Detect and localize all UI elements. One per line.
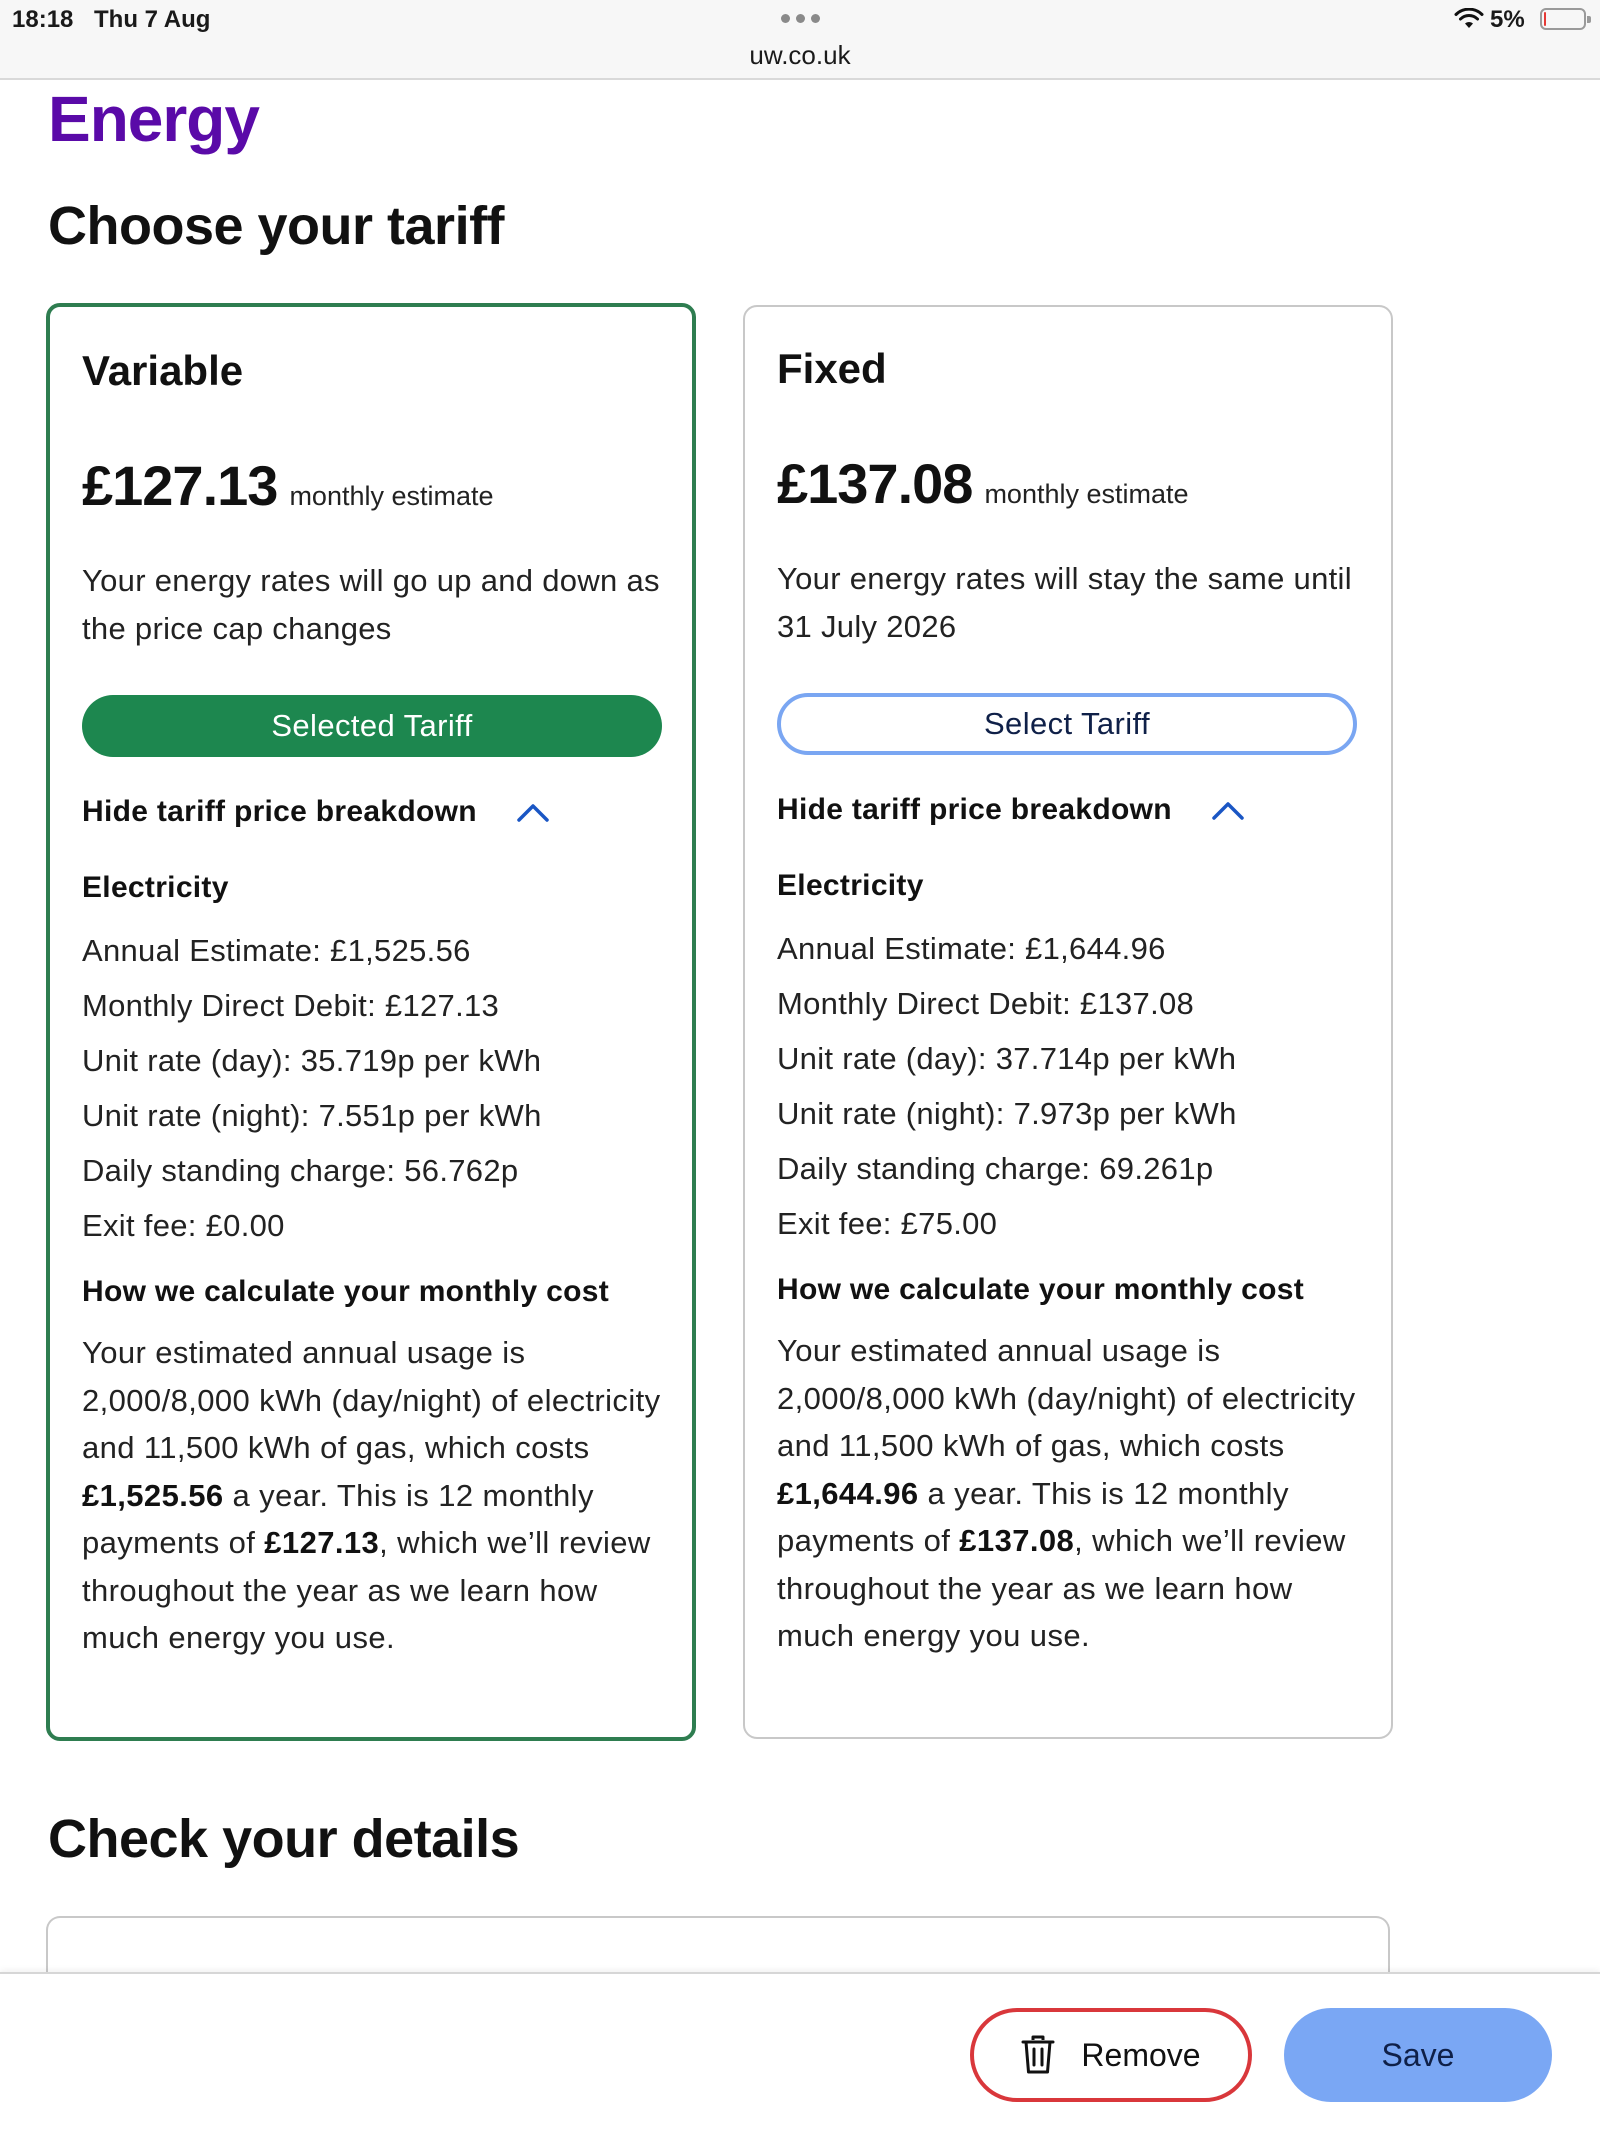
rate-standing-charge: Daily standing charge: 56.762p [82,1153,519,1188]
tariff-name: Variable [82,347,244,394]
check-details-heading: Check your details [48,1809,520,1869]
battery-level-fill [1544,12,1546,26]
calc-text-part: , which we’ll review throughout the year as we learn how much energy you use. [82,1525,651,1655]
rate-exit-fee: Exit fee: £75.00 [777,1206,998,1241]
trash-icon [1021,2035,1055,2075]
rates-list [82,923,672,1253]
rate-standing-charge: Daily standing charge: 69.261p [777,1151,1214,1186]
action-bar [0,1972,1600,2133]
breakdown-toggle-label: Hide tariff price breakdown [777,793,1172,826]
rate-unit-day: Unit rate (day): 35.719p per kWh [82,1043,542,1078]
price-suffix: monthly estimate [289,481,494,511]
calc-monthly-amount: £127.13 [264,1525,380,1560]
calc-text-part: a year. This is 12 monthly payments of [777,1475,1289,1558]
calc-heading: How we calculate your monthly cost [82,1275,609,1308]
tariff-price: £127.13 [82,454,278,517]
breakdown-toggle[interactable] [777,785,1367,835]
rate-unit-night: Unit rate (night): 7.973p per kWh [777,1096,1237,1131]
status-date: Thu 7 Aug [94,6,211,33]
selected-tariff-button[interactable]: Selected Tariff [82,695,662,757]
rate-unit-night: Unit rate (night): 7.551p per kWh [82,1098,542,1133]
electricity-heading: Electricity [777,869,924,902]
rate-annual-estimate: Annual Estimate: £1,644.96 [777,931,1166,966]
rate-monthly-debit: Monthly Direct Debit: £137.08 [777,986,1195,1021]
address-url[interactable]: uw.co.uk [749,40,851,70]
tariff-card-variable[interactable] [46,303,696,1741]
electricity-heading: Electricity [82,871,229,904]
rate-exit-fee: Exit fee: £0.00 [82,1208,285,1243]
rate-annual-estimate: Annual Estimate: £1,525.56 [82,933,471,968]
save-button[interactable]: Save [1284,2008,1552,2102]
calc-heading: How we calculate your monthly cost [777,1273,1304,1306]
chevron-up-icon[interactable] [515,800,551,824]
select-tariff-button[interactable]: Select Tariff [777,693,1357,755]
page-title: Choose your tariff [48,196,505,256]
calc-annual-amount: £1,525.56 [82,1477,224,1513]
tariff-card-fixed[interactable] [743,305,1393,1739]
calc-text-part: Your estimated annual usage is 2,000/8,000 kWh (day/night) of electricity and 11,500 kWh of gas, which costs [777,1333,1356,1463]
status-bar [0,0,1600,80]
price-suffix: monthly estimate [984,479,1189,509]
more-dots-icon[interactable] [775,6,825,30]
calc-annual-amount: £1,644.96 [777,1475,919,1511]
calc-text-part: a year. This is 12 monthly payments of [82,1477,594,1560]
tariff-price: £137.08 [777,452,973,515]
wifi-icon [1454,8,1484,30]
tariff-name: Fixed [777,345,887,392]
rate-unit-day: Unit rate (day): 37.714p per kWh [777,1041,1237,1076]
remove-button[interactable] [970,2008,1252,2102]
calc-explanation [777,1327,1367,1660]
calc-monthly-amount: £137.08 [959,1523,1075,1558]
rate-monthly-debit: Monthly Direct Debit: £127.13 [82,988,500,1023]
breakdown-toggle[interactable] [82,787,672,837]
tariff-description: Your energy rates will go up and down as the price cap changes [82,563,660,646]
tariff-description: Your energy rates will stay the same until 31 July 2026 [777,561,1352,644]
calc-explanation [82,1329,672,1662]
calc-text-part: Your estimated annual usage is 2,000/8,000 kWh (day/night) of electricity and 11,500 kWh of gas, which costs [82,1335,661,1465]
remove-label: Remove [1081,2036,1201,2073]
chevron-up-icon[interactable] [1210,798,1246,822]
rates-list [777,921,1367,1251]
breakdown-toggle-label: Hide tariff price breakdown [82,795,477,828]
battery-percent: 5% [1490,6,1525,33]
battery-icon [1540,8,1586,30]
brand-title: Energy [48,83,259,155]
calc-text-part: , which we’ll review throughout the year as we learn how much energy you use. [777,1523,1346,1653]
status-time: 18:18 [12,6,74,33]
